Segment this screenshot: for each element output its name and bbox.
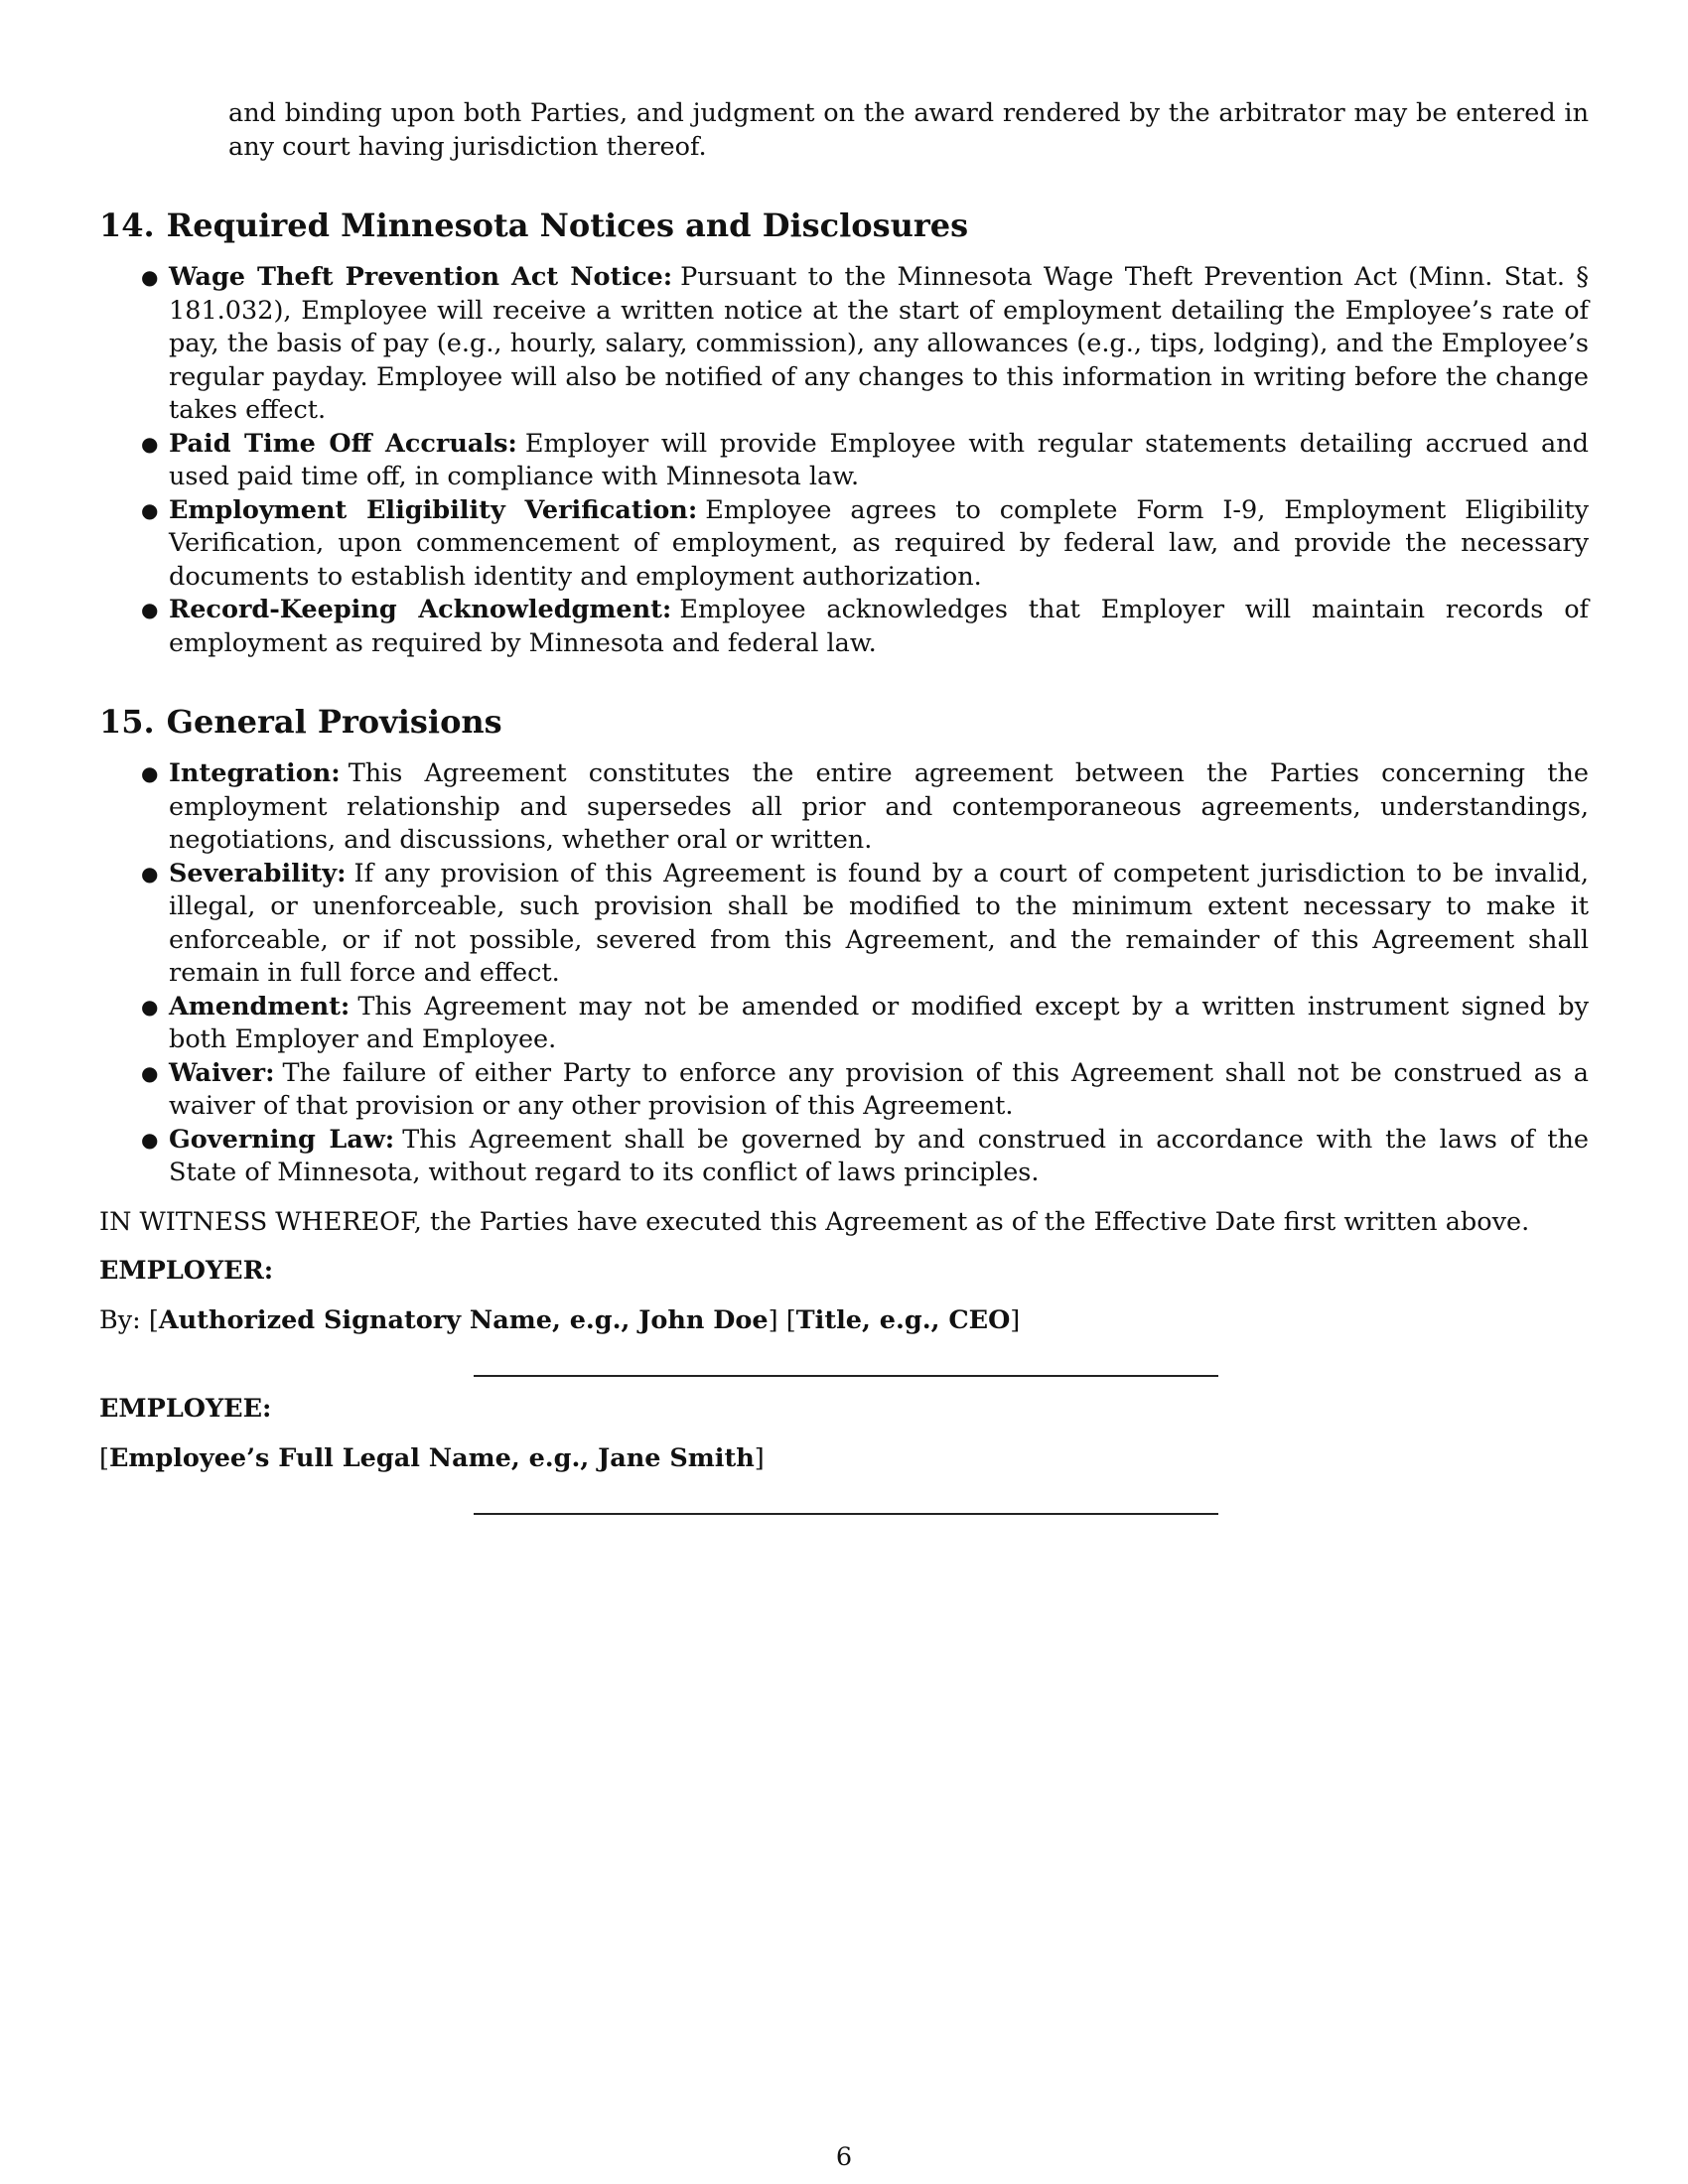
list-item-pto-accruals [141,428,1590,494]
item-text: Employer will provide Employee with regular statements detailing accrued and used paid time off, in compliance with Minnesota law. [169,428,1590,491]
item-term: Employment Eligibility Verification: [169,494,698,525]
item-text: This Agreement constitutes the entire agreement between the Parties concerning the employment relationship and supersedes all prior and contemporaneous agreements, understandings, negotiations, and discussions, whether oral or written. [169,758,1589,855]
item-text: The failure of either Party to enforce any provision of this Agreement shall not be construed as a waiver of that provision or any other provision of this Agreement. [169,1057,1589,1121]
employee-full-name: Employee’s Full Legal Name, e.g., Jane Smith [108,1442,755,1473]
by-prefix: By: [99,1304,141,1335]
employee-signature-line[interactable] [474,1513,1218,1515]
item-text: This Agreement may not be amended or modified except by a written instrument signed by both Employer and Employee. [169,991,1589,1054]
bullet-icon: ● [141,497,159,522]
employer-signatory-name: Authorized Signatory Name, e.g., John Doe [158,1304,769,1335]
section-14-list [99,261,1589,660]
list-item-integration [141,757,1589,858]
item-text: Employee acknowledges that Employer will maintain records of employment as required by Minnesota and federal law. [169,595,1589,658]
list-item-severability [141,858,1589,991]
page-number: 6 [835,2142,853,2172]
employer-label: EMPLOYER: [99,1256,274,1286]
item-term: Paid Time Off Accruals: [169,428,517,459]
bullet-icon: ● [141,1060,159,1085]
bullet-icon: ● [141,265,159,289]
item-text: If any provision of this Agreement is found by a court of competent jurisdiction to be invalid, illegal, or unenforceable, such provision shall be modified to the minimum extent necessary to make it enforceable, or if not possible, severed from this Agreement, and the remainder of this Agreement shall remain in full force and effect. [169,858,1589,988]
bullet-icon: ● [141,761,159,785]
employee-name-line: [Employee’s Full Legal Name, e.g., Jane Smith] [99,1442,765,1473]
list-item-eligibility-verification [141,494,1589,595]
section-15-number: 15. [99,703,155,741]
item-text: This Agreement shall be governed by and construed in accordance with the laws of the State of Minnesota, without regard to its conflict of laws principles. [169,1124,1589,1187]
list-item-amendment [141,991,1589,1057]
item-term: Severability: [169,858,347,888]
item-term: Record-Keeping Acknowledgment: [169,595,672,624]
item-text: Pursuant to the Minnesota Wage Theft Prevention Act (Minn. Stat. § 181.032), Employee will receive a written notice at the start of employment detailing the Employee’s rate of pay, the basis of pay (e.g., hourly, salary, commission), any allowances (e.g., tips, lodging), and the Employee’s regular payday. Employee will also be notified of any changes to this information in writing before the change takes effect. [169,262,1589,425]
list-item-governing-law [141,1124,1589,1190]
bullet-icon: ● [141,861,159,886]
arbitration-continuation-paragraph: and binding upon both Parties, and judgment on the award rendered by the arbitrator may be entered in any court having jurisdiction thereof. [228,98,1589,162]
document-page [99,97,1589,1515]
section-15-heading [99,702,1589,742]
item-term: Integration: [169,758,341,788]
bullet-icon: ● [141,1127,159,1152]
section-14-title: Required Minnesota Notices and Disclosures [166,206,969,244]
employee-label: EMPLOYEE: [99,1394,272,1424]
section-14-heading [99,205,1589,245]
item-term: Wage Theft Prevention Act Notice: [169,262,673,292]
employer-signatory-line: By: [Authorized Signatory Name, e.g., John Doe] [Title, e.g., CEO] [99,1304,1021,1335]
bullet-icon: ● [141,994,159,1019]
item-term: Waiver: [169,1057,275,1088]
employer-signature-line[interactable] [474,1375,1218,1377]
list-item-wage-theft-notice [141,261,1589,428]
item-term: Governing Law: [169,1124,395,1155]
item-text: Employee agrees to complete Form I-9, Employment Eligibility Verification, upon commencement of employment, as required by federal law, and provide the necessary documents to establish identity and employment authorization. [169,494,1589,592]
list-item-waiver [141,1057,1589,1124]
section-14-number: 14. [99,206,155,244]
employer-signatory-title: Title, e.g., CEO [795,1304,1011,1335]
witness-statement: IN WITNESS WHEREOF, the Parties have executed this Agreement as of the Effective Date first written above. [99,1206,1530,1237]
section-15-title: General Provisions [166,703,502,741]
section-15-list [99,757,1589,1190]
bullet-icon: ● [141,431,159,456]
item-term: Amendment: [169,991,351,1022]
bullet-icon: ● [141,598,159,621]
list-item-record-keeping [141,594,1589,660]
